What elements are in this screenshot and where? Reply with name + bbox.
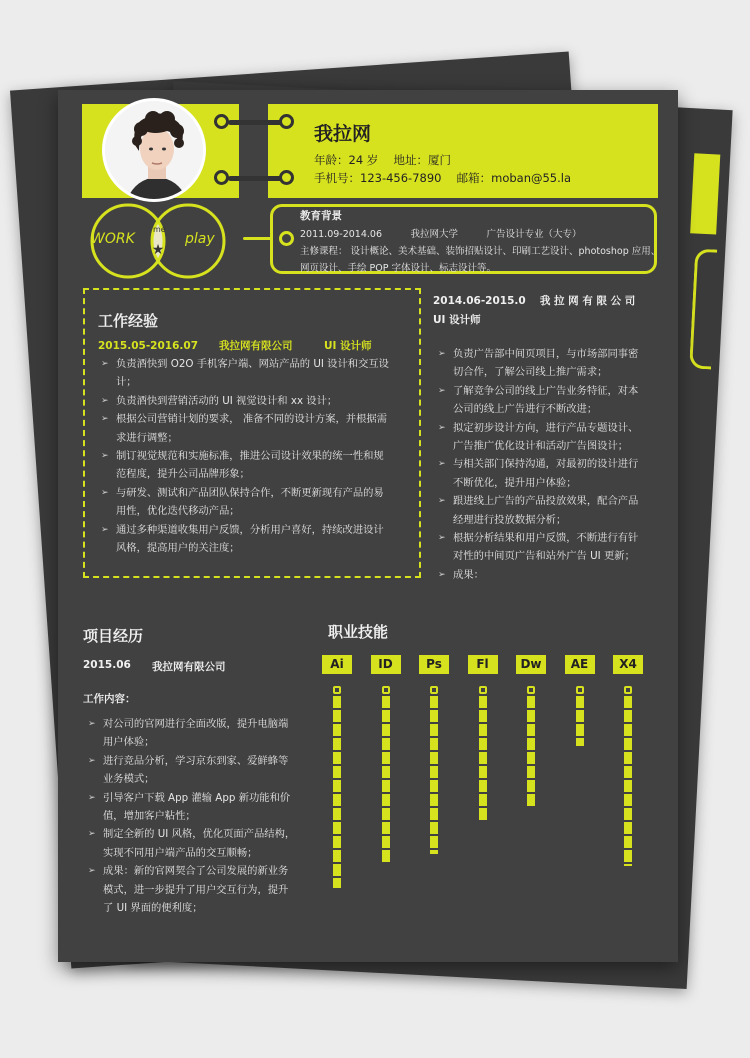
project-item-text: 引导客户下载 App 灌输 App 新功能和价 值，增加客户粘性； (103, 791, 291, 822)
bullet-arrow-icon: ➢ (438, 349, 446, 359)
job1-duty-text: 通过多种渠道收集用户反馈，分析用户喜好，持续改进设计 风格，提高用户的关注度； (116, 523, 384, 554)
bullet-arrow-icon: ➢ (88, 792, 96, 803)
candidate-name: 我拉网 (314, 123, 372, 145)
bullet-arrow-icon: ➢ (101, 524, 109, 535)
job2-duty (438, 419, 668, 456)
project-item (88, 789, 313, 826)
skill-level-bar (527, 696, 535, 808)
skill-level-bar (333, 696, 341, 888)
bullet-arrow-icon: ➢ (438, 496, 446, 507)
illustrator-icon: Ai (322, 655, 352, 674)
skill-bar-cap (430, 686, 438, 694)
job2-duty (438, 455, 668, 492)
coreldraw-icon: X4 (613, 655, 643, 674)
skill-bar-cap (382, 686, 390, 694)
flash-icon: Fl (468, 655, 498, 674)
job1-header: 2015.05-2016.07 我拉网有限公司 UI 设计师 (98, 340, 372, 352)
job1-duty (101, 392, 416, 410)
bullet-arrow-icon: ➢ (438, 569, 446, 580)
skill-bar-cap (479, 686, 487, 694)
venn-play-label: play (185, 231, 215, 247)
job1-duty (101, 484, 416, 521)
skill-level-bar (430, 696, 438, 854)
education-title: 教育背景 (300, 210, 342, 222)
indesign-icon: ID (371, 655, 401, 674)
venn-work-label: WORK (91, 231, 135, 247)
edu-connector (243, 237, 272, 240)
after-effects-icon: AE (565, 655, 595, 674)
bullet-arrow-icon: ➢ (101, 395, 109, 406)
bullet-arrow-icon: ➢ (438, 459, 446, 470)
skill-bar-cap (624, 686, 632, 694)
bullet-arrow-icon: ➢ (101, 451, 109, 461)
job2-duty (438, 492, 668, 529)
bullet-arrow-icon: ➢ (88, 829, 96, 840)
job2-header: 2014.06-2015.0 我 拉 网 有 限 公 司 (433, 295, 636, 307)
header-connector-top (228, 120, 284, 125)
bullet-arrow-icon: ➢ (101, 487, 109, 498)
bullet-arrow-icon: ➢ (88, 755, 96, 766)
job2-role: UI 设计师 (433, 314, 481, 326)
project-item-text: 成果：新的官网契合了公司发展的新业务 模式，进一步提升了用户交互行为，提升 了 UI 界面的便利度； (103, 865, 289, 914)
photoshop-icon: Ps (419, 655, 449, 674)
projects-title: 项目经历 (83, 627, 144, 645)
project-item (88, 862, 313, 917)
back-sheet-band (690, 153, 720, 234)
bullet-arrow-icon: ➢ (438, 385, 446, 396)
skill-bar-cap (333, 686, 341, 694)
bullet-arrow-icon: ➢ (438, 422, 446, 433)
job2-duty-text: 根据分析结果和用户反馈，不断进行有针 对性的中间页广告和站外广告 UI 更新； (453, 532, 639, 563)
job2-duty-text: 负责广告部中间页项目，与市场部同事密 切合作，了解公司线上推广需求； (453, 348, 639, 379)
job1-duty-text: 与研发、测试和产品团队保持合作，不断更新现有产品的易 用性，优化迭代移动产品； (116, 486, 384, 518)
job1-duty-text: 负责酒快到营销活动的 UI 视觉设计和 xx 设计； (116, 394, 338, 407)
connector-ring (279, 114, 294, 129)
connector-ring (279, 170, 294, 185)
bullet-arrow-icon: ➢ (88, 719, 96, 729)
project-content-label: 工作内容： (83, 693, 136, 705)
job2-duty-text: 跟进线上广告的产品投放效果，配合产品 经理进行投放数据分析； (453, 495, 639, 526)
project-item-text: 制定全新的 UI 风格，优化页面产品结构， 实现不同用户端产品的交互顺畅； (103, 828, 296, 859)
bullet-arrow-icon: ➢ (101, 414, 109, 425)
job2-duty-text: 与相关部门保持沟通，对最初的设计进行 不断优化，提升用户体验； (453, 458, 639, 489)
project-item-text: 进行竞品分析，学习京东到家、爱鲜蜂等 业务模式； (103, 754, 289, 786)
job2-duty-text: 了解竞争公司的线上广告业务特征，对本 公司的线上广告进行不断改进； (453, 384, 639, 416)
resume-sheet (58, 90, 678, 962)
bullet-arrow-icon: ➢ (88, 866, 96, 877)
job1-duty (101, 447, 416, 484)
job2-duty (438, 529, 668, 566)
header-connector-bottom (228, 176, 284, 181)
age-address-line: 年龄：24 岁 地址：厦门 (314, 153, 451, 167)
star-icon: ★ (151, 242, 165, 258)
job2-duty-text: 拟定初步设计方向，进行产品专题设计、 广告推广优化设计和活动广告图设计； (453, 421, 639, 452)
bullet-arrow-icon: ➢ (101, 359, 109, 369)
dreamweaver-icon: Dw (516, 655, 546, 674)
project-company: 我拉网有限公司 (152, 661, 226, 673)
education-courses: 主修课程： 设计概论、美术基础、装饰招贴设计、印刷工艺设计、photoshop 应用、 (300, 246, 661, 257)
project-item-text: 对公司的官网进行全面改版，提升电脑端 用户体验； (103, 718, 289, 749)
job1-duty (101, 521, 416, 558)
back-sheet-ring (689, 248, 717, 369)
skill-level-bar (479, 696, 487, 820)
skills-title: 职业技能 (328, 623, 389, 641)
connector-ring (214, 170, 229, 185)
contact-line: 手机号：123-456-7890 邮箱：moban@55.la (314, 171, 572, 185)
project-item (88, 752, 313, 789)
project-item (88, 715, 313, 752)
job1-duty-text: 根据公司营销计划的要求， 准备不同的设计方案，并根据需 求进行调整； (116, 413, 387, 444)
project-item (88, 825, 313, 862)
skill-level-bar (576, 696, 584, 746)
work-title: 工作经验 (98, 312, 159, 330)
job1-duty-text: 制订视觉规范和实施标准，推进公司设计效果的统一性和规 范程度，提升公司品牌形象； (116, 450, 384, 481)
education-degree: 2011.09-2014.06 我拉网大学 广告设计专业（大专） (300, 229, 582, 240)
job1-duty (101, 355, 416, 392)
job2-duty (438, 345, 668, 382)
skill-bar-cap (576, 686, 584, 694)
skill-bar-cap (527, 686, 535, 694)
avatar (102, 98, 206, 202)
bullet-arrow-icon: ➢ (438, 533, 446, 543)
skill-level-bar (382, 696, 390, 864)
education-courses-cont: 网页设计、手绘 POP 字体设计、标志设计等。 (300, 263, 496, 274)
job1-duty (101, 410, 416, 447)
job2-duty (438, 566, 668, 584)
skill-level-bar (624, 696, 632, 866)
job1-duty-text: 负责酒快到 O2O 手机客户端、网站产品的 UI 设计和交互设 计； (116, 358, 389, 389)
job2-duty-text: 成果： (453, 568, 484, 581)
venn-me-label: me (153, 225, 166, 234)
connector-ring (214, 114, 229, 129)
job2-duty (438, 382, 668, 419)
project-date: 2015.06 (83, 659, 131, 671)
